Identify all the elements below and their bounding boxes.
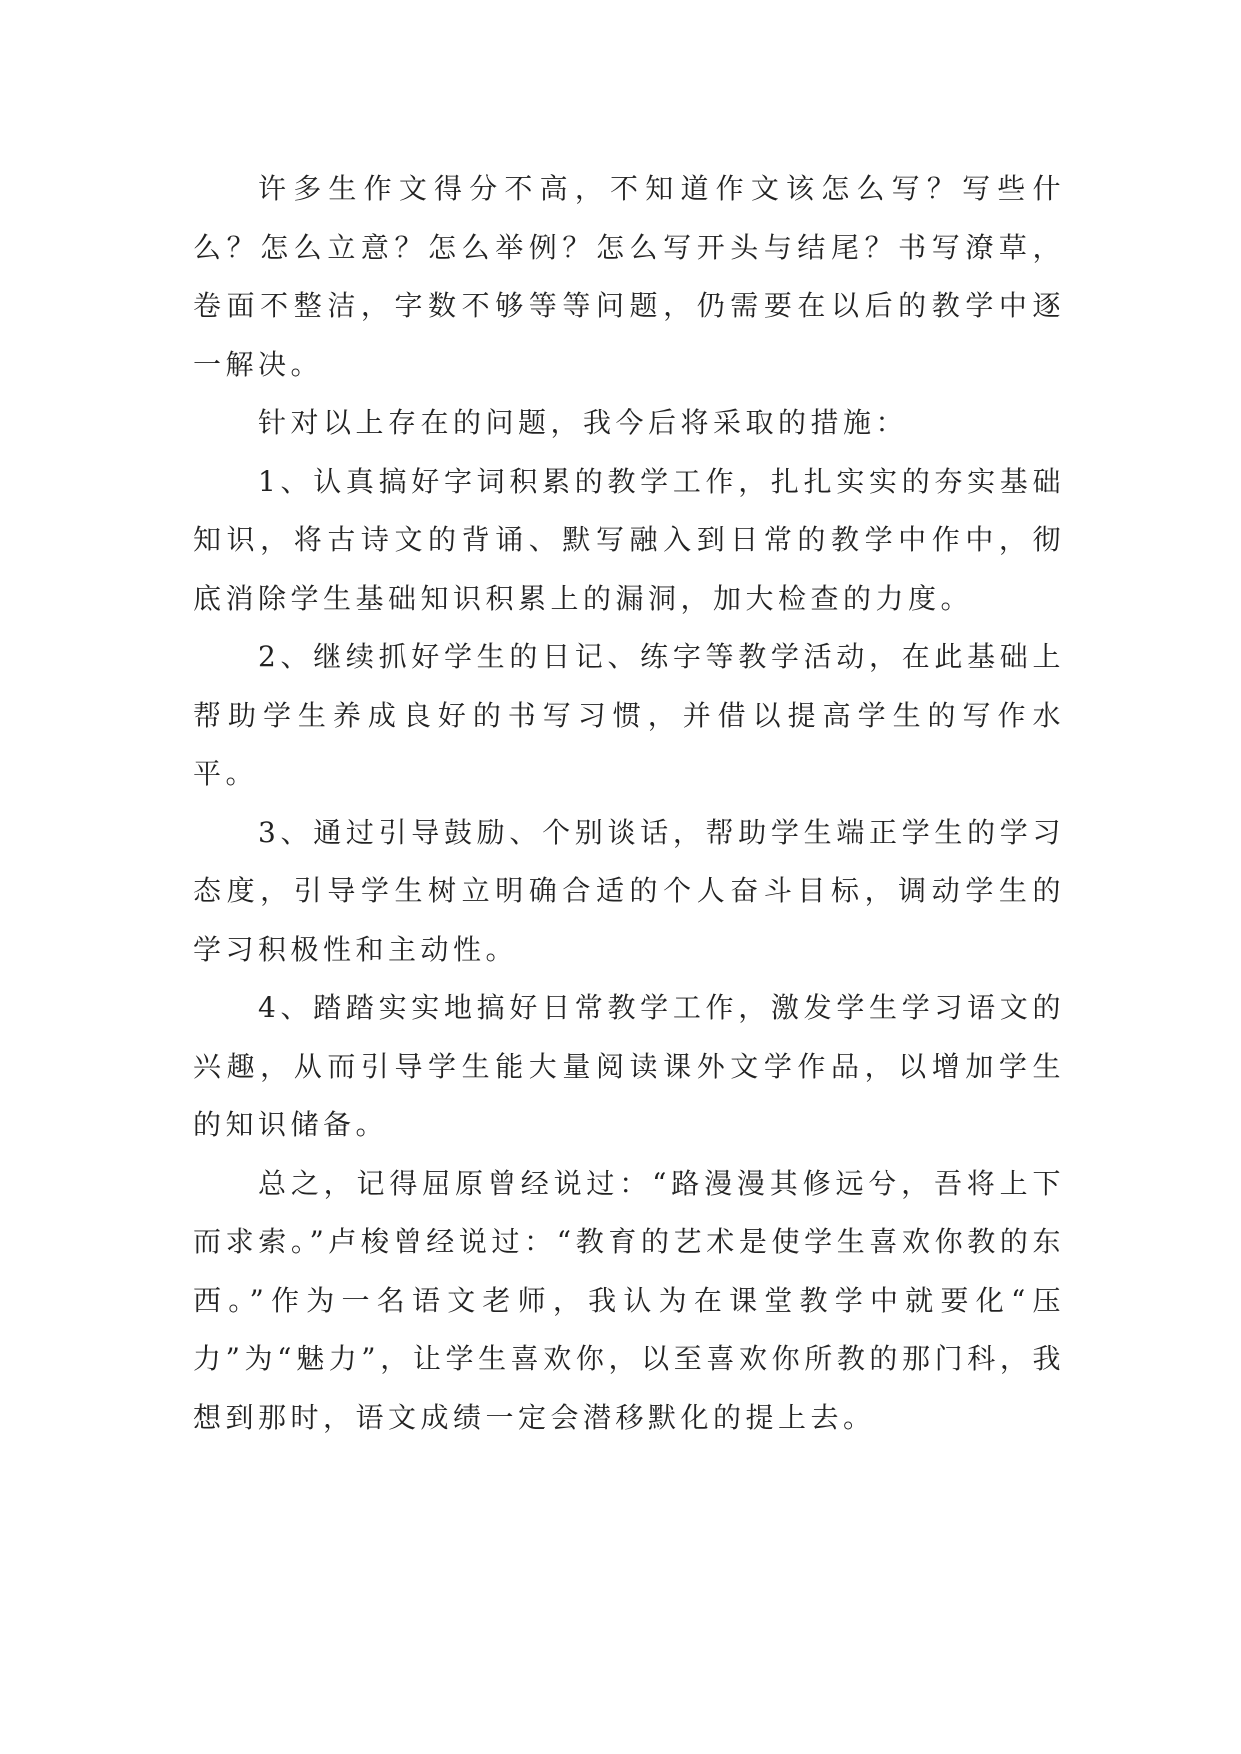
paragraph-measure-3: 3、通过引导鼓励、个别谈话，帮助学生端正学生的学习态度，引导学生树立明确合适的个人奋斗目标，调动学生的学习积极性和主动性。 bbox=[193, 815, 1065, 966]
paragraph-measures-intro: 针对以上存在的问题，我今后将采取的措施： bbox=[258, 406, 909, 439]
paragraph-measure-1: 1、认真搞好字词积累的教学工作，扎扎实实的夯实基础知识，将古诗文的背诵、默写融入到日常的教学中作中，彻底消除学生基础知识积累上的漏洞，加大检查的力度。 bbox=[193, 464, 1065, 615]
document-body bbox=[193, 160, 1065, 1447]
paragraph-conclusion: 总之，记得屈原曾经说过：“路漫漫其修远兮，吾将上下而求索。”卢梭曾经说过：“教育的艺术是使学生喜欢你教的东西。”作为一名语文老师，我认为在课堂教学中就要化“压力”为“魅力”，让学生喜欢你，以至喜欢你所教的那门科，我想到那时，语文成绩一定会潜移默化的提上去。 bbox=[193, 1166, 1065, 1434]
paragraph-measure-4: 4、踏踏实实地搞好日常教学工作，激发学生学习语文的兴趣，从而引导学生能大量阅读课外文学作品，以增加学生的知识储备。 bbox=[193, 991, 1065, 1141]
paragraph-writing-problems: 许多生作文得分不高，不知道作文该怎么写？写些什么？怎么立意？怎么举例？怎么写开头与结尾？书写潦草，卷面不整洁，字数不够等等问题，仍需要在以后的教学中逐一解决。 bbox=[193, 172, 1065, 381]
paragraph-measure-2: 2、继续抓好学生的日记、练字等教学活动，在此基础上帮助学生养成良好的书写习惯，并借以提高学生的写作水平。 bbox=[193, 640, 1065, 790]
